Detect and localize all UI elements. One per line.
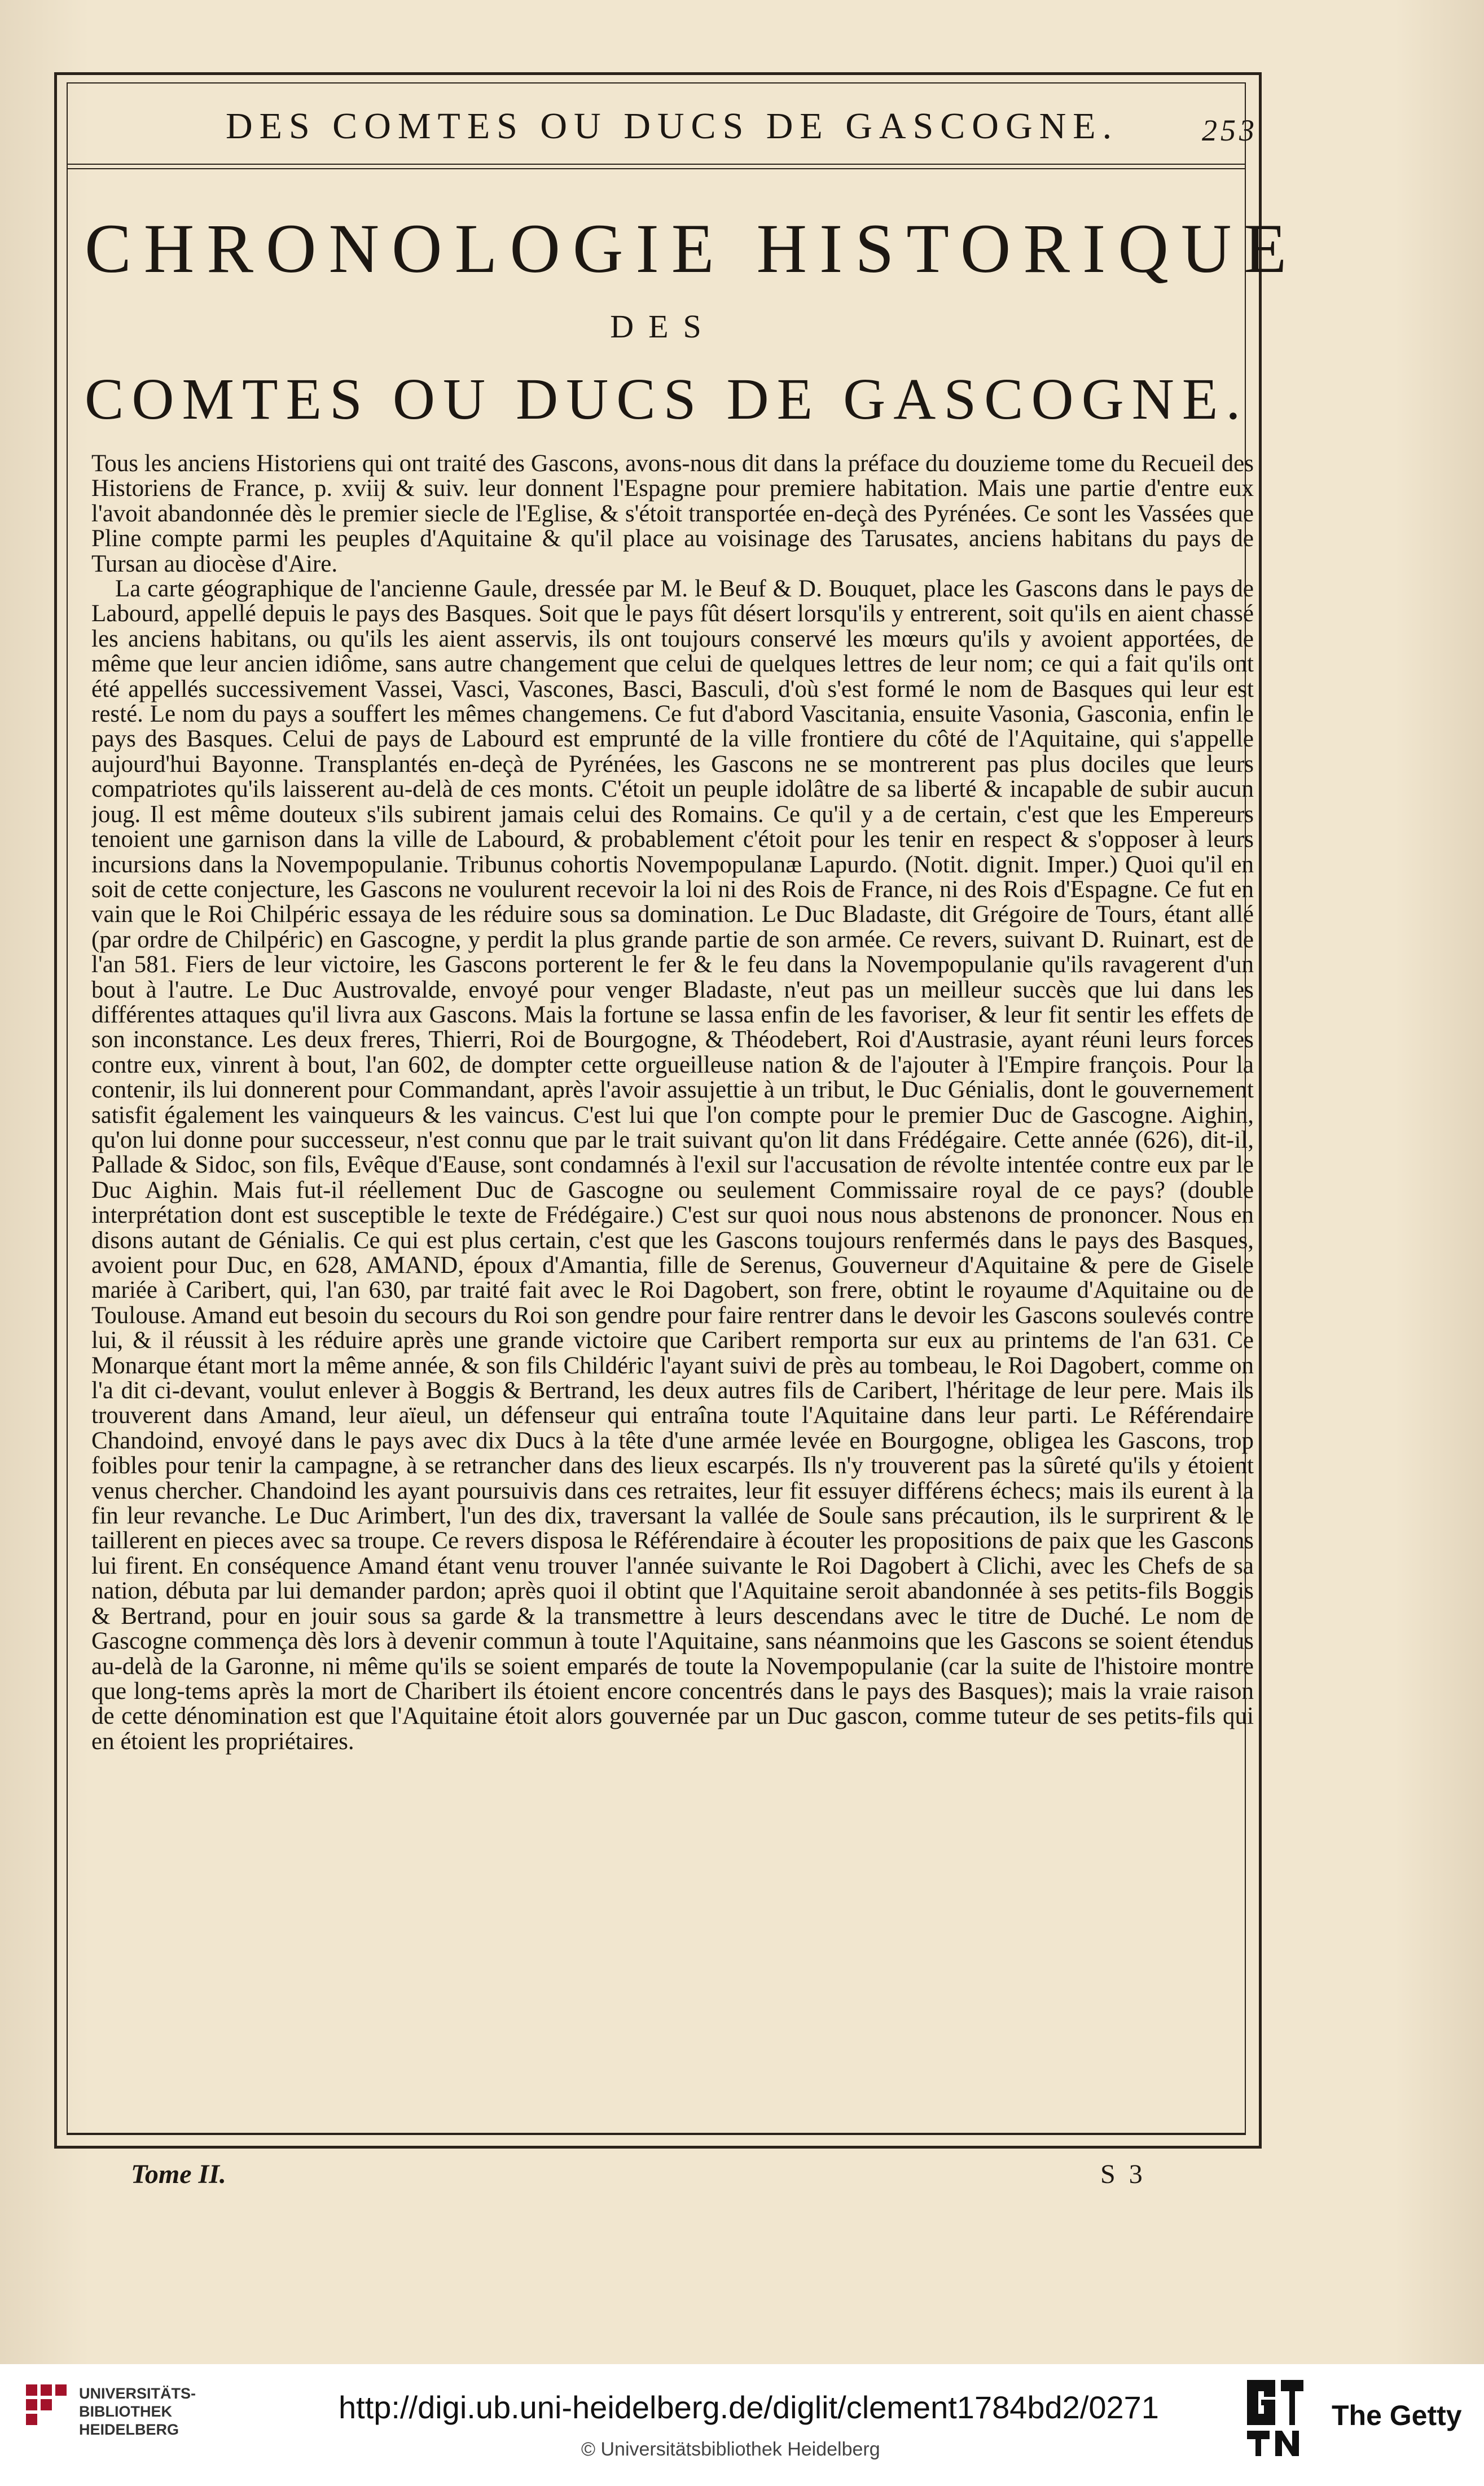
paragraph-main: La carte géographique de l'ancienne Gaule, dressée par M. le Beuf & D. Bouquet, place les Gascons dans le pays de Labourd, appellé depuis le pays des Basques. Soit que le pays fût désert lorsqu'ils y entrerent, soit qu'ils en aient chassé les anciens habitans, ou qu'ils les aient asservis, ils ont toujours conservé les mœurs qu'ils y avoient apportées, de même que leur ancien idiôme, sans autre changement que celui de quelques lettres de leur nom; ce qui a fait qu'ils ont été appellés successivement Vassei, Vasci, Vascones, Basci, Basculi, d'où s'est formé le nom de Basques qui leur est resté. Le nom du pays a souffert les mêmes changemens. Ce fut d'abord Vascitania, ensuite Vasonia, Gasconia, enfin le pays des Basques. Celui de pays de Labourd est emprunté de la ville frontiere du côté de l'Aquitaine, qui s'appelle aujourd'hui Bayonne. Transplantés en-deçà de Pyrénées, les Gascons ne se montrerent pas plus dociles que leurs compatriotes qu'ils laisserent au-delà de ces monts. C'étoit un peuple idolâtre de sa liberté & incapable de subir aucun joug. Il est même douteux s'ils subirent jamais celui des Romains. Ce qu'il y a de certain, c'est que les Empereurs tenoient une garnison dans la ville de Labourd, & probablement c'étoit pour les tenir en respect & s'opposer à leurs incursions dans la Novempopulanie. Tribunus cohortis Novempopulanæ Lapurdo. (Notit. dignit. Imper.) Quoi qu'il en soit de cette conjecture, les Gascons ne voulurent recevoir la loi ni des Rois de France, ni des Rois d'Espagne. Ce fut en vain que le Roi Chilpéric essaya de les réduire sous sa domination. Le Duc Bladaste, dit Grégoire de Tours, étant allé (par ordre de Chilpéric) en Gascogne, y perdit la plus grande partie de son armée. Ce revers, suivant D. Ruinart, est de l'an 581. Fiers de leur victoire, les Gascons porterent le fer & le feu dans la Novempopulanie qu'ils ravagerent d'un bout à l'autre. Le Duc Austrovalde, envoyé pour venger Bladaste, n'eut pas un meilleur succès que lui dans les différentes attaques qu'il livra aux Gascons. Mais la fortune se lassa enfin de les favoriser, & leur fit sentir les effets de son inconstance. Les deux freres, Thierri, Roi de Bourgogne, & Théodebert, Roi d'Austrasie, ayant réuni leurs forces contre eux, vinrent à bout, l'an 602, de dompter cette orgueilleuse nation & de l'ajouter à l'Empire françois. Pour la contenir, ils lui donnerent pour Commandant, après l'avoir assujettie à un tribut, le Duc Génialis, dont le gouvernement satisfit également les vainqueurs & les vaincus. C'est lui que l'on compte pour le premier Duc de Gascogne. Aighin, qu'on lui donne pour successeur, n'est connu que par le trait suivant qu'on lit dans Frédégaire. Cette année (626), dit-il, Pallade & Sidoc, son fils, Evêque d'Eause, sont condamnés à l'exil sur l'accusation de révolte intentée contre eux par le Duc Aighin. Mais fut-il réellement Duc de Gascogne ou seulement Commissaire royal de ce pays? (double interprétation dont est susceptible le texte de Frédégaire.) C'est sur quoi nous nous abstenons de prononcer. Nous en disons autant de Génialis. Ce qui est plus certain, c'est que les Gascons toujours renfermés dans le pays des Basques, avoient pour Duc, en 628, AMAND, époux d'Amantia, fille de Serenus, Gouverneur d'Aquitaine & pere de Gisele mariée à Caribert, qui, l'an 630, par traité fait avec le Roi Dagobert, son frere, obtint le royaume d'Aquitaine ou de Toulouse. Amand eut besoin du secours du Roi son gendre pour faire rentrer dans le devoir les Gascons soulevés contre lui, & il réussit à les réduire après une grande victoire que Caribert remporta sur eux au printems de l'an 631. Ce Monarque étant mort la même année, & son fils Childéric l'ayant suivi de près au tombeau, le Roi Dagobert, comme on l'a dit ci-devant, voulut enlever à Boggis & Bertrand, les deux autres fils de Caribert, l'héritage de leur pere. Mais ils trouverent dans Amand, leur aïeul, un défenseur qui entraîna toute l'Aquitaine dans leur parti. Le Référendaire Chandoind, envoyé dans le pays avec dix Ducs à la tête d'une armée levée en Bourgogne, obligea les Gascons, trop foibles pour tenir la campagne, à se retrancher dans des lieux escarpés. Ils n'y trouverent pas la sûreté qu'ils y étoient venus chercher. Chandoind les ayant poursuivis dans ces retraites, leur fit essuyer différens échecs; mais ils eurent à la fin leur revanche. Le Duc Arimbert, l'un des dix, traversant la vallée de Soule sans précaution, ils le surprirent & le taillerent en pieces avec sa troupe. Ce revers disposa le Référendaire à écouter les propositions de paix que les Gascons lui firent. En conséquence Amand étant venu trouver l'année suivante le Roi Dagobert à Clichi, avec les Chefs de sa nation, débuta par lui demander pardon; après quoi il obtint que l'Aquitaine seroit abandonnée à ses petits-fils Boggis & Bertrand, pour en jouir sous sa garde & la transmettre à leurs descendans avec le titre de Duché. Le nom de Gascogne commença dès lors à devenir commun à toute l'Aquitaine, sans néanmoins que les Gascons se soient étendus au-delà de la Garonne, ni même qu'ils se soient emparés de toute la Novempopulanie (car la suite de l'histoire montre que long-tems après la mort de Charibert ils étoient encore concentrés dans le pays des Basques); mais la vraie raison de cette dénomination est que l'Aquitaine étoit alors gouvernée par un Duc gascon, comme tuteur de ses petits-fils qui en étoient les propriétaires. xyxy=(91,576,1254,1755)
signature-mark: S 3 xyxy=(1100,2159,1146,2189)
library-name xyxy=(79,2384,196,2439)
copyright-notice: © Universitätsbibliothek Heidelberg xyxy=(581,2439,880,2460)
digitization-footer xyxy=(0,2364,1484,2486)
getty-label: The Getty xyxy=(1332,2400,1462,2431)
header-rule xyxy=(67,164,1246,165)
title-chronologie: CHRONOLOGIE HISTORIQUE xyxy=(85,210,1299,287)
library-name-line3: HEIDELBERG xyxy=(79,2421,179,2438)
title-comtes: COMTES OU DUCS DE GASCOGNE. xyxy=(85,367,1249,432)
university-library-logo-icon xyxy=(23,2381,70,2428)
volume-label: Tome II. xyxy=(131,2159,226,2189)
library-name-line2: BIBLIOTHEK xyxy=(79,2403,172,2420)
library-name-line1: UNIVERSITÄTS- xyxy=(79,2385,196,2402)
title-des: DES xyxy=(610,308,716,345)
getty-logo-icon xyxy=(1241,2374,1309,2459)
header-rule-double xyxy=(67,168,1246,169)
main-text xyxy=(91,451,1254,2122)
permalink-url[interactable]: http://digi.ub.uni-heidelberg.de/diglit/clement1784bd2/0271 xyxy=(339,2390,1159,2425)
running-head: DES COMTES OU DUCS DE GASCOGNE. xyxy=(226,106,1119,147)
page-number: 253 xyxy=(1202,113,1258,147)
paragraph-intro: Tous les anciens Historiens qui ont traité des Gascons, avons-nous dit dans la préface du douzieme tome du Recueil des Historiens de France, p. xviij & suiv. leur donnent l'Espagne pour premiere habitation. Mais une partie d'entre eux l'avoit abandonnée dès le premier siecle de l'Eglise, & s'étoit transportée en-deçà des Pyrénées. Ce sont les Vassées que Pline compte parmi les peuples d'Aquitaine & qu'il place au voisinage des Tarusates, anciens habitans du pays de Tursan au diocèse d'Aire. xyxy=(91,451,1254,577)
footer-rule xyxy=(67,2133,1246,2134)
